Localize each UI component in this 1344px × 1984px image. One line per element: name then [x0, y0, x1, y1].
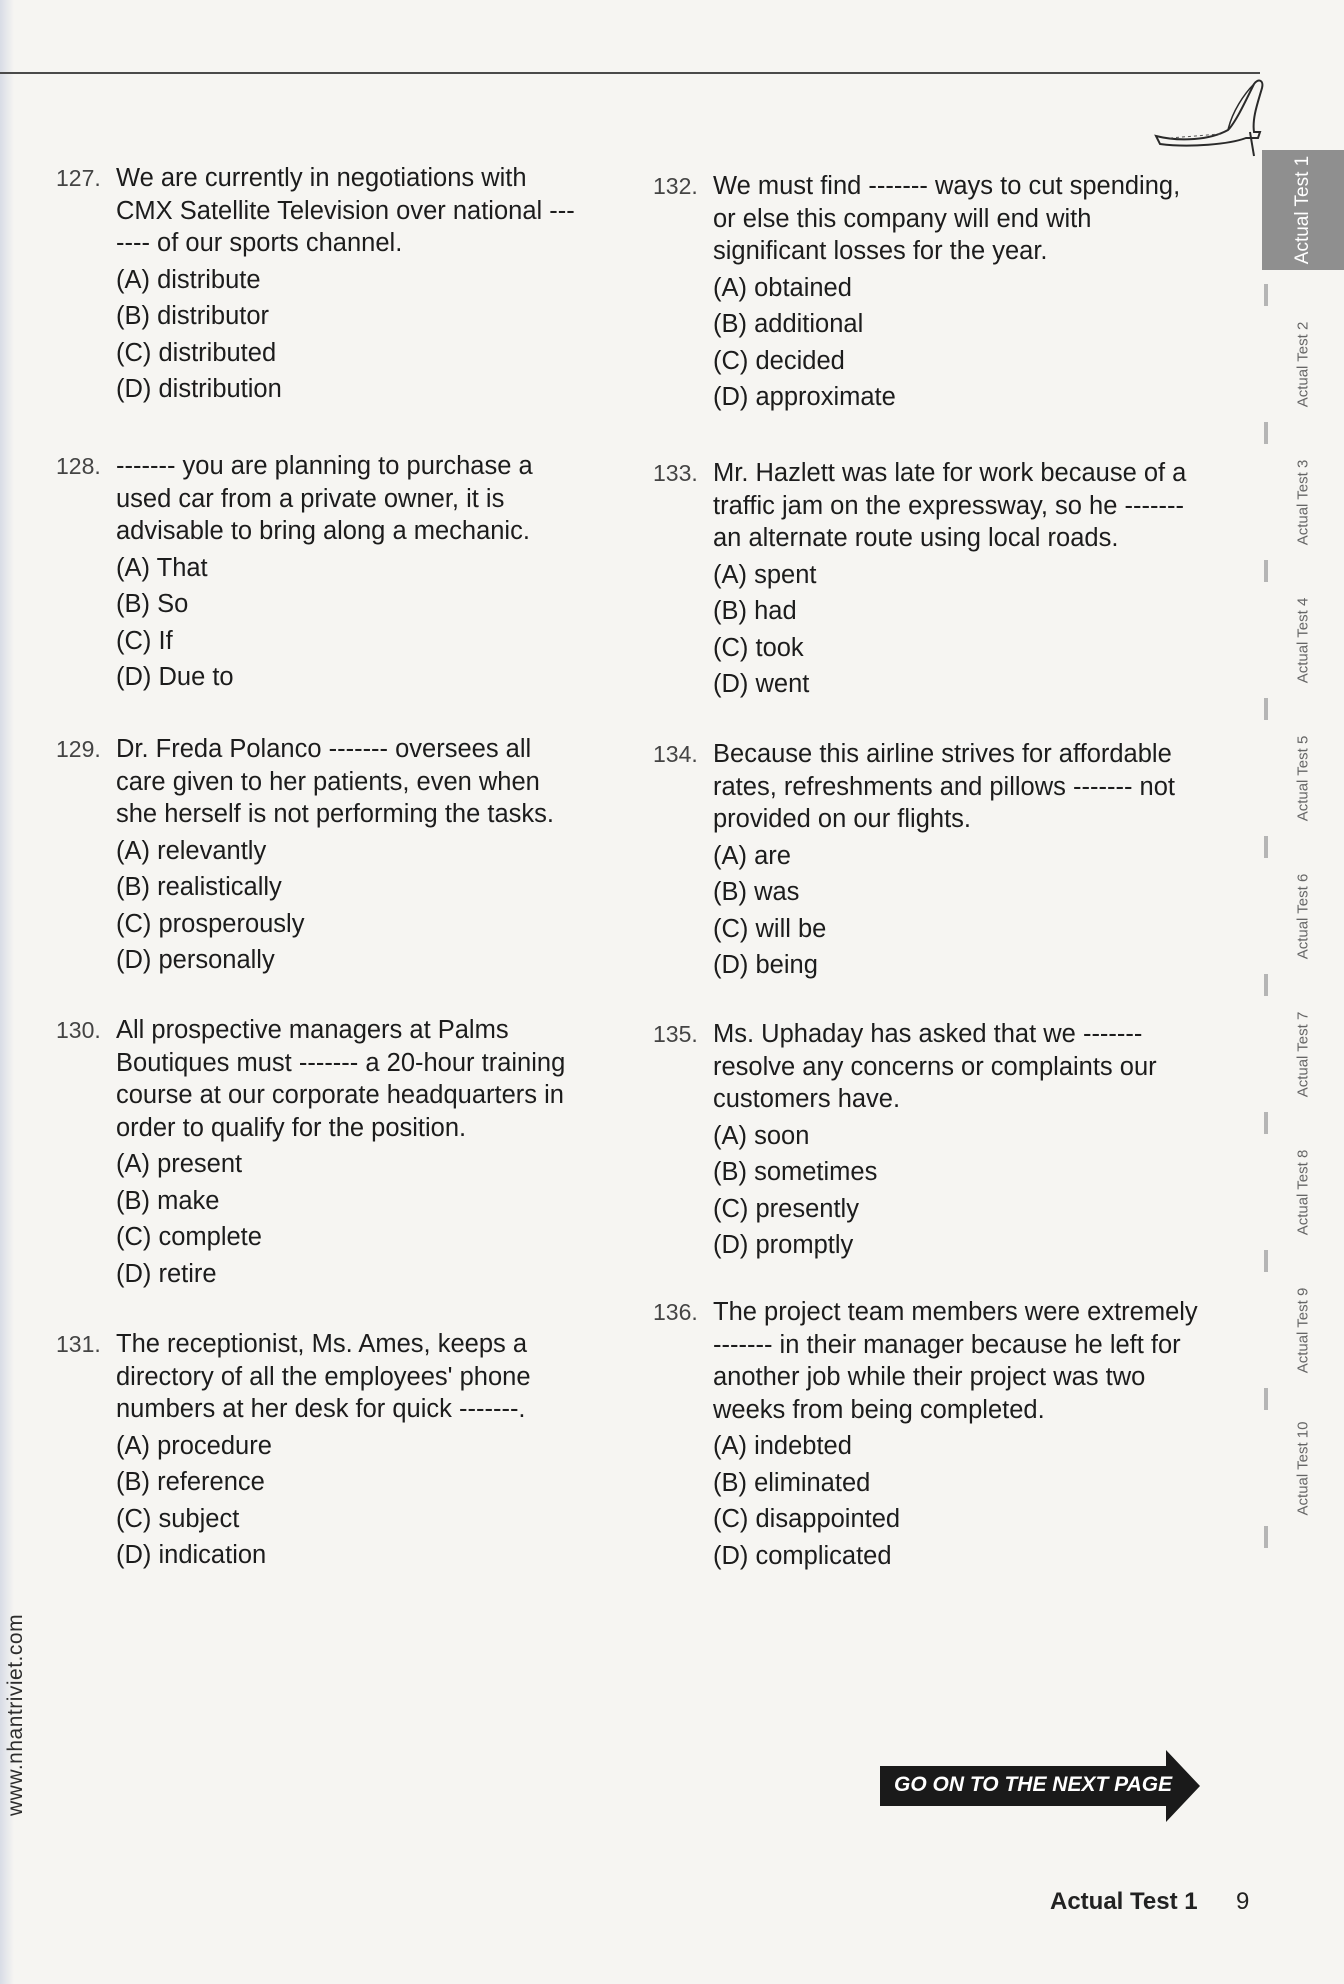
option-c: (C) decided: [713, 346, 845, 375]
option-b: (B) eliminated: [713, 1468, 871, 1497]
option-b: (B) sometimes: [713, 1158, 878, 1186]
question-number: 127.: [56, 165, 101, 191]
website-watermark: www.nhantriviet.com: [4, 1613, 27, 1816]
tab-label: Actual Test 5: [1294, 735, 1312, 821]
tab-divider: [1264, 560, 1268, 582]
question-130: [56, 1014, 576, 1292]
tab-divider: [1264, 836, 1268, 858]
question-text: The receptionist, Ms. Ames, keeps a directory of all the employees' phone numbers at her desk for quick -------.: [116, 1330, 531, 1423]
tab-divider: [1264, 1112, 1268, 1134]
option-a: (A) soon: [713, 1121, 810, 1150]
tab-actual-test-3[interactable]: [1262, 442, 1344, 562]
question-number: 129.: [56, 736, 101, 762]
tab-actual-test-5[interactable]: [1262, 718, 1344, 838]
option-c: (C) prosperously: [116, 909, 305, 938]
question-number: 133.: [653, 460, 698, 486]
option-a: (A) That: [116, 553, 208, 582]
tab-actual-test-9[interactable]: [1262, 1270, 1344, 1390]
question-text: We are currently in negotiations with CMX Satellite Television over national ------- of our sports channel.: [116, 164, 575, 257]
question-number: 136.: [653, 1299, 698, 1325]
option-d: (D) being: [713, 951, 818, 979]
option-c: (C) disappointed: [713, 1505, 901, 1533]
option-b: (B) additional: [713, 310, 864, 338]
question-number: 132.: [653, 173, 698, 199]
tab-label: Actual Test 9: [1294, 1287, 1312, 1373]
option-d: (D) promptly: [713, 1231, 854, 1259]
shoe-illustration-icon: [1150, 72, 1268, 158]
question-136: [653, 1296, 1208, 1574]
option-a: (A) procedure: [116, 1431, 272, 1460]
option-d: (D) personally: [116, 946, 275, 974]
option-c: (C) presently: [713, 1194, 859, 1223]
question-text: All prospective managers at Palms Boutiques must ------- a 20-hour training course at our corporate headquarters in order to qualify for the position.: [116, 1016, 566, 1142]
tab-label: Actual Test 10: [1294, 1421, 1312, 1515]
tab-divider: [1264, 1526, 1268, 1548]
tab-label: Actual Test 7: [1294, 1011, 1312, 1097]
tab-actual-test-2[interactable]: [1262, 304, 1344, 424]
option-c: (C) subject: [116, 1504, 240, 1533]
question-text: Because this airline strives for affordable rates, refreshments and pillows ------- not provided on our flights.: [713, 740, 1175, 833]
question-text: We must find ------- ways to cut spending, or else this company will end with significant losses for the year.: [713, 172, 1181, 265]
option-d: (D) Due to: [116, 663, 234, 691]
tab-actual-test-4[interactable]: [1262, 580, 1344, 700]
tab-label: Actual Test 1: [1292, 155, 1313, 265]
tab-label: Actual Test 4: [1294, 597, 1312, 683]
question-127: [56, 162, 576, 408]
question-text: The project team members were extremely ------- in their manager because he left for another job while their project was two weeks from being completed.: [713, 1298, 1198, 1424]
option-b: (B) realistically: [116, 873, 282, 901]
option-b: (B) was: [713, 878, 800, 906]
tab-label: Actual Test 8: [1294, 1149, 1312, 1235]
question-number: 135.: [653, 1021, 698, 1047]
option-c: (C) If: [116, 626, 173, 655]
option-a: (A) relevantly: [116, 836, 267, 865]
next-page-label: GO ON TO THE NEXT PAGE: [894, 1773, 1173, 1796]
tab-actual-test-1[interactable]: [1262, 150, 1344, 270]
tab-actual-test-10[interactable]: [1262, 1408, 1344, 1528]
option-a: (A) indebted: [713, 1432, 852, 1460]
option-b: (B) make: [116, 1186, 220, 1215]
option-b: (B) distributor: [116, 302, 270, 330]
option-a: (A) are: [713, 841, 791, 870]
question-128: [56, 450, 576, 696]
option-c: (C) distributed: [116, 338, 277, 367]
tab-divider: [1264, 1250, 1268, 1272]
tab-label: Actual Test 2: [1294, 321, 1312, 407]
tab-divider: [1264, 974, 1268, 996]
option-c: (C) took: [713, 633, 804, 662]
footer-test-title: Actual Test 1: [1050, 1888, 1198, 1915]
option-b: (B) had: [713, 597, 797, 625]
tab-actual-test-7[interactable]: [1262, 994, 1344, 1114]
option-d: (D) complicated: [713, 1541, 892, 1570]
tab-actual-test-6[interactable]: [1262, 856, 1344, 976]
option-a: (A) present: [116, 1150, 243, 1178]
tab-divider: [1264, 698, 1268, 720]
tab-divider: [1264, 1388, 1268, 1410]
page-number: 9: [1236, 1888, 1250, 1915]
question-number: 128.: [56, 453, 101, 479]
option-d: (D) retire: [116, 1259, 217, 1288]
question-text: Dr. Freda Polanco ------- oversees all care given to her patients, even when she herself is not performing the tasks.: [116, 735, 554, 828]
option-d: (D) indication: [116, 1541, 267, 1569]
option-d: (D) approximate: [713, 383, 896, 411]
header-rule: [0, 72, 1260, 74]
tab-actual-test-8[interactable]: [1262, 1132, 1344, 1252]
question-text: ------- you are planning to purchase a used car from a private owner, it is advisable to bring along a mechanic.: [116, 452, 533, 545]
option-a: (A) distribute: [116, 265, 261, 294]
question-132: [653, 170, 1208, 416]
option-c: (C) will be: [713, 914, 827, 943]
option-d: (D) distribution: [116, 375, 282, 403]
tab-divider: [1264, 422, 1268, 444]
tab-divider: [1264, 284, 1268, 306]
question-129: [56, 733, 576, 979]
question-number: 131.: [56, 1331, 101, 1357]
question-135: [653, 1018, 1208, 1264]
tab-label: Actual Test 3: [1294, 459, 1312, 545]
option-a: (A) spent: [713, 560, 817, 589]
option-b: (B) reference: [116, 1468, 265, 1496]
question-text: Ms. Uphaday has asked that we ------- resolve any concerns or complaints our customers have.: [713, 1020, 1157, 1113]
question-131: [56, 1328, 576, 1574]
option-c: (C) complete: [116, 1223, 262, 1251]
go-to-next-page-button[interactable]: [880, 1750, 1200, 1822]
option-d: (D) went: [713, 670, 810, 698]
option-b: (B) So: [116, 590, 189, 618]
option-a: (A) obtained: [713, 273, 852, 302]
question-text: Mr. Hazlett was late for work because of a traffic jam on the expressway, so he ------- an alternate route using local roads.: [713, 459, 1187, 552]
question-133: [653, 457, 1208, 703]
question-number: 130.: [56, 1017, 101, 1043]
question-number: 134.: [653, 741, 698, 767]
question-134: [653, 738, 1208, 984]
tab-label: Actual Test 6: [1294, 873, 1312, 959]
